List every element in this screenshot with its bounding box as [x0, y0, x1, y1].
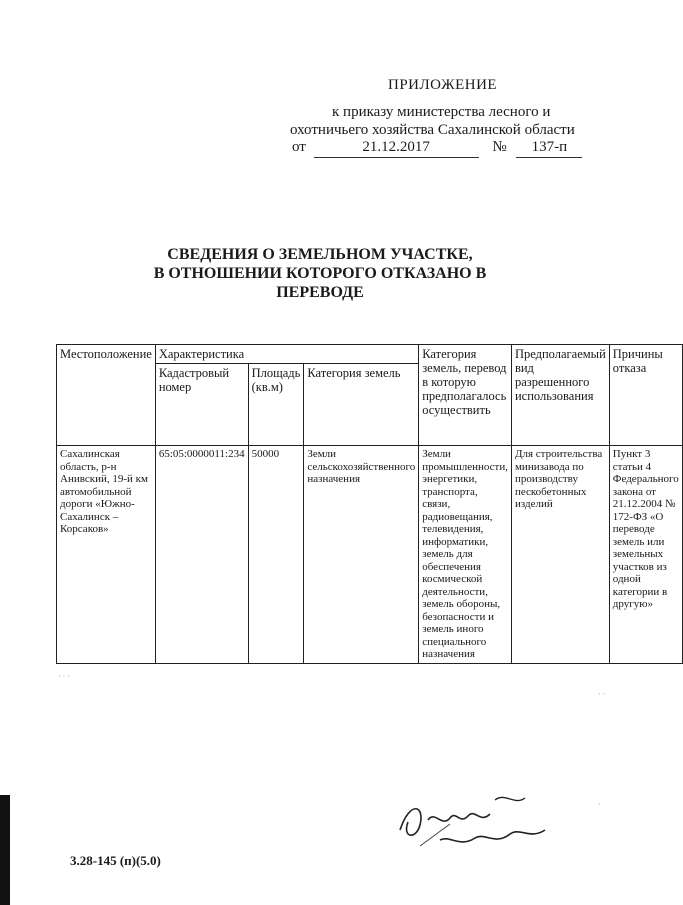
header-target-category: Категория земель, перевод в которую предполагалось осуществить — [419, 345, 512, 446]
signature-image — [380, 780, 580, 860]
from-label: от — [292, 139, 306, 155]
number-label: № — [492, 139, 507, 155]
order-reference-line-1: к приказу министерства лесного и — [332, 104, 551, 120]
scan-noise: · · · — [58, 672, 70, 681]
title-line-3: ПЕРЕВОДЕ — [276, 284, 364, 301]
header-category: Категория земель — [304, 364, 419, 446]
header-location: Местоположение — [57, 345, 156, 446]
cell-reasons: Пункт 3 статьи 4 Федерального закона от 21.12.2004 № 172-ФЗ «О переводе земель или земельных участков из одной категории в другую» — [609, 446, 682, 664]
cell-location: Сахалинская область, р-н Анивский, 19-й км автомобильной дороги «Южно-Сахалинск – Корсаков» — [57, 446, 156, 664]
header-characteristics: Характеристика — [155, 345, 418, 364]
land-plot-table — [56, 344, 683, 664]
cell-category: Земли сельскохозяйственного назначения — [304, 446, 419, 664]
header-area: Площадь (кв.м) — [248, 364, 304, 446]
form-code: 3.28-145 (п)(5.0) — [70, 853, 161, 868]
order-number: 137-п — [516, 138, 582, 158]
table-row — [57, 446, 683, 664]
cell-area: 50000 — [248, 446, 304, 664]
title-line-1: СВЕДЕНИЯ О ЗЕМЕЛЬНОМ УЧАСТКЕ, — [167, 246, 473, 263]
header-purpose: Предполагаемый вид разрешенного использования — [511, 345, 609, 446]
cell-cadastral: 65:05:0000011:234 — [155, 446, 248, 664]
document-title — [0, 245, 640, 302]
order-date: 21.12.2017 — [314, 138, 479, 158]
order-date-line — [292, 138, 582, 158]
appendix-label: ПРИЛОЖЕНИЕ — [388, 77, 498, 93]
order-reference-line-2: охотничьего хозяйства Сахалинской области — [290, 122, 575, 138]
title-line-2: В ОТНОШЕНИИ КОТОРОГО ОТКАЗАНО В — [153, 265, 487, 282]
header-cadastral: Кадастровый номер — [155, 364, 248, 446]
cell-purpose: Для строительства минизавода по производству пескобетонных изделий — [511, 446, 609, 664]
cell-target-category: Земли промышленности, энергетики, транспорта, связи, радиовещания, телевидения, информатики, земель для обеспечения космической деятельности, земель обороны, безопасности и земель иного специального назначения — [419, 446, 512, 664]
scan-noise: · — [598, 800, 601, 809]
scan-noise: · · — [598, 690, 606, 699]
header-reasons: Причины отказа — [609, 345, 682, 446]
scan-edge — [0, 795, 10, 905]
